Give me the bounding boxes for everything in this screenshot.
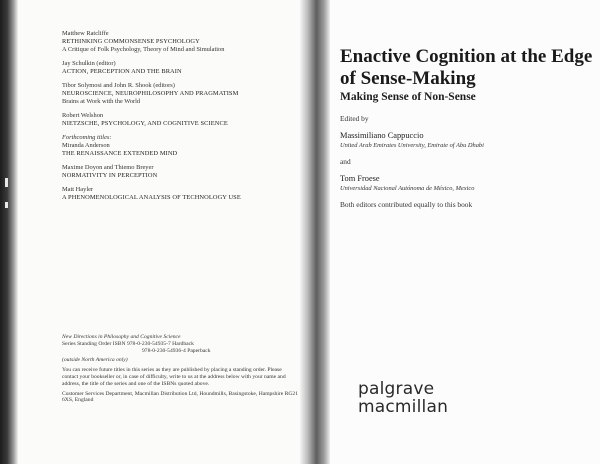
standing-order-notice: You can receive future titles in this series as they are published by placing a standing order. Please contact your bookseller or, in case of difficulty, write to us at the address below with your name and address, the title of the series and one of the ISBNs quoted above. xyxy=(62,367,286,387)
series-entry xyxy=(62,60,298,76)
entry-author: Matthew Ratcliffe xyxy=(62,30,109,37)
entry-author: Matt Hayler xyxy=(62,186,94,193)
editors-contribution-note: Both editors contributed equally to this book xyxy=(340,200,473,209)
entry-title: A PHENOMENOLOGICAL ANALYSIS OF TECHNOLOGY USE xyxy=(62,194,241,201)
logo-line-2: macmillan xyxy=(358,397,449,417)
entry-author: Miranda Anderson xyxy=(62,142,110,149)
editor-affiliation: Universidad Nacional Autónoma de México, Mexico xyxy=(340,185,475,192)
forthcoming-label: Forthcoming titles: xyxy=(62,134,112,141)
entry-author: Robert Welshon xyxy=(62,112,104,119)
series-entry xyxy=(62,186,298,202)
entry-subtitle: A Critique of Folk Psychology, Theory of Mind and Simulation xyxy=(62,46,225,53)
edited-by-label: Edited by xyxy=(340,114,369,123)
entry-title: ACTION, PERCEPTION AND THE BRAIN xyxy=(62,68,182,75)
entry-title: THE RENAISSANCE EXTENDED MIND xyxy=(62,150,178,157)
entry-title: NORMATIVITY IN PERCEPTION xyxy=(62,172,158,179)
entry-title: NIETZSCHE, PSYCHOLOGY, AND COGNITIVE SCIENCE xyxy=(62,120,228,127)
publisher-logo xyxy=(358,380,448,416)
and-conjunction: and xyxy=(340,157,351,166)
entry-author: Tibor Solymosi and John R. Shook (editors) xyxy=(62,82,175,89)
logo-line-1: palgrave xyxy=(358,379,435,399)
entry-author: Jay Schulkin (editor) xyxy=(62,60,116,67)
editor-name: Tom Froese xyxy=(340,174,380,183)
series-footer xyxy=(62,334,298,407)
entry-title: NEUROSCIENCE, NEUROPHILOSOPHY AND PRAGMATISM xyxy=(62,90,239,97)
book-title: Enactive Cognition at the Edge of Sense-Making xyxy=(340,46,593,89)
series-entry xyxy=(62,82,298,106)
series-entry xyxy=(62,30,298,54)
series-name: New Directions in Philosophy and Cognitive Science xyxy=(62,334,181,340)
customer-services-address: Customer Services Department, Macmillan Distribution Ltd, Houndmills, Basingstoke, Hampshire RG21 6XS, England xyxy=(62,390,298,404)
outside-north-america: (outside North America only) xyxy=(62,357,128,364)
series-entry xyxy=(62,164,298,180)
entry-title: RETHINKING COMMONSENSE PSYCHOLOGY xyxy=(62,38,200,45)
forthcoming-section xyxy=(62,134,298,158)
standing-order: Series Standing Order ISBN 978-0-230-54935-7 Hardback xyxy=(62,340,194,347)
series-list xyxy=(62,30,298,208)
book-subtitle: Making Sense of Non-Sense xyxy=(340,91,476,103)
entry-subtitle: Brains at Work with the World xyxy=(62,98,141,105)
edge-mark xyxy=(5,202,8,208)
isbn-paperback: 978-0-230-54936-4 Paperback xyxy=(142,347,211,354)
entry-author: Maxime Doyon and Thiemo Breyer xyxy=(62,164,154,171)
editor-affiliation: United Arab Emirates University, Emirate of Abu Dhabi xyxy=(340,142,484,149)
edge-mark xyxy=(5,178,8,187)
page-edge-shadow xyxy=(0,0,18,464)
book-gutter xyxy=(300,0,330,464)
series-entry xyxy=(62,112,298,128)
editor-name: Massimiliano Cappuccio xyxy=(340,131,424,140)
